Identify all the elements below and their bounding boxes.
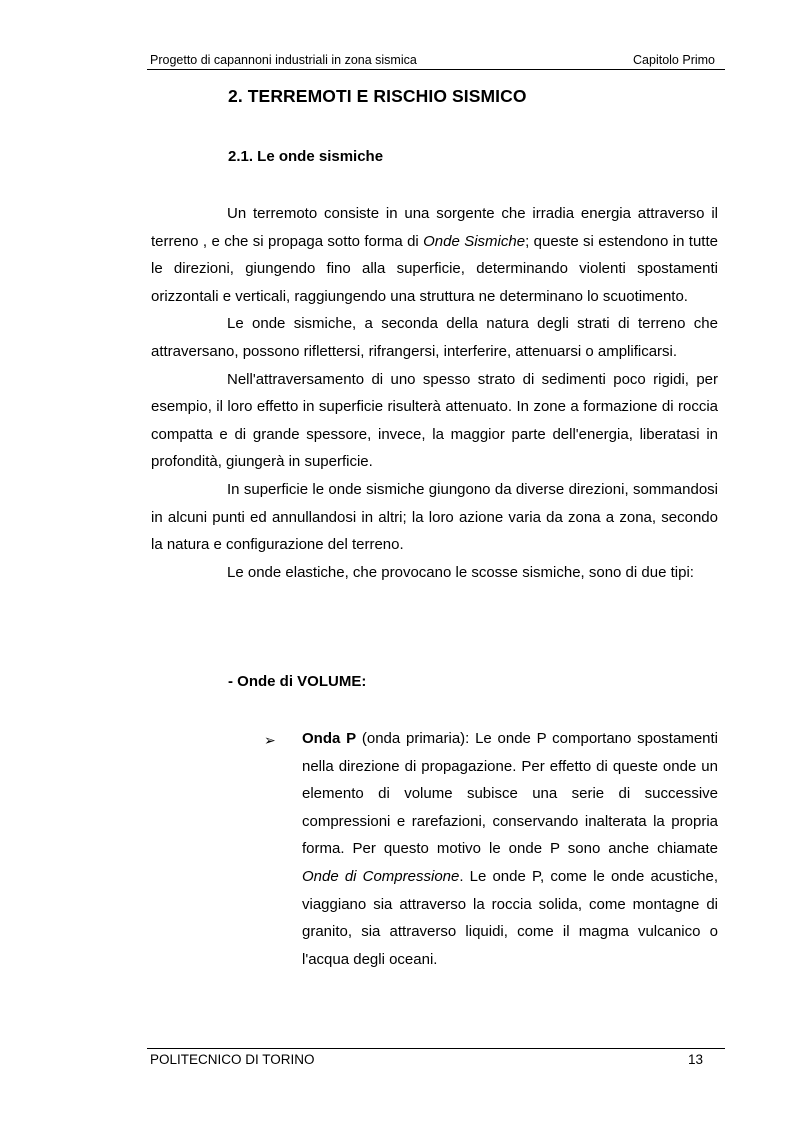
paragraph-3: Nell'attraversamento di uno spesso strato di sedimenti poco rigidi, per esempio, il loro effetto in superficie risulterà attenuato. In zone a formazione di roccia compatta e di grande spessore, invece, la maggior parte dell'energia, liberatasi in profondità, giungerà in superficie.: [151, 370, 718, 471]
header-chapter: Capitolo Primo: [633, 53, 715, 67]
section-heading: 2. TERREMOTI E RISCHIO SISMICO: [228, 86, 527, 106]
list-heading: - Onde di VOLUME:: [228, 673, 367, 690]
arrow-bullet-icon: ➢: [264, 732, 276, 748]
paragraph-4: In superficie le onde sismiche giungono da diverse direzioni, sommandosi in alcuni punti ed annullandosi in altri; la loro azione varia da zona a zona, secondo la natura e configurazione del terreno.: [151, 480, 718, 554]
italic-term: Onde Sismiche: [423, 232, 526, 250]
paragraph-5: Le onde elastiche, che provocano le scosse sismiche, sono di due tipi:: [227, 563, 694, 581]
italic-term: Onde di Compressione: [302, 867, 460, 885]
page-header: [147, 52, 725, 70]
page-footer: [147, 1048, 725, 1071]
paragraph-1: Un terremoto consiste in una sorgente che irradia energia attraverso il terreno , e che si propaga sotto forma di Onde Sismiche; queste si estendono in tutte le direzioni, giungendo fino alla superficie, determinando violenti spostamenti orizzontali e verticali, raggiungendo una struttura ne determinano lo scuotimento.: [151, 205, 718, 305]
header-title: Progetto di capannoni industriali in zona sismica: [150, 53, 417, 67]
body-text: [151, 200, 718, 586]
list-item: Onda P (onda primaria): Le onde P comportano spostamenti nella direzione di propagazione. Per effetto di queste onde un elemento di volume subisce una serie di successive compressioni e rarefazioni, conservando inalterata la propria forma. Per questo motivo le onde P sono anche chiamate Onde di Compressione. Le onde P, come le onde acustiche, viaggiano sia attraverso la roccia solida, come montagne di granito, sia attraverso liquidi, come il magma vulcanico o l'acqua degli oceani.: [302, 730, 719, 968]
paragraph-2: Le onde sismiche, a seconda della natura degli strati di terreno che attraversano, possono riflettersi, rifrangersi, interferire, attenuarsi o amplificarsi.: [151, 315, 718, 360]
footer-institution: POLITECNICO DI TORINO: [150, 1052, 315, 1067]
list-item-term: Onda P: [302, 730, 357, 747]
page-number: 13: [687, 1052, 703, 1067]
subsection-heading: 2.1. Le onde sismiche: [228, 148, 384, 165]
